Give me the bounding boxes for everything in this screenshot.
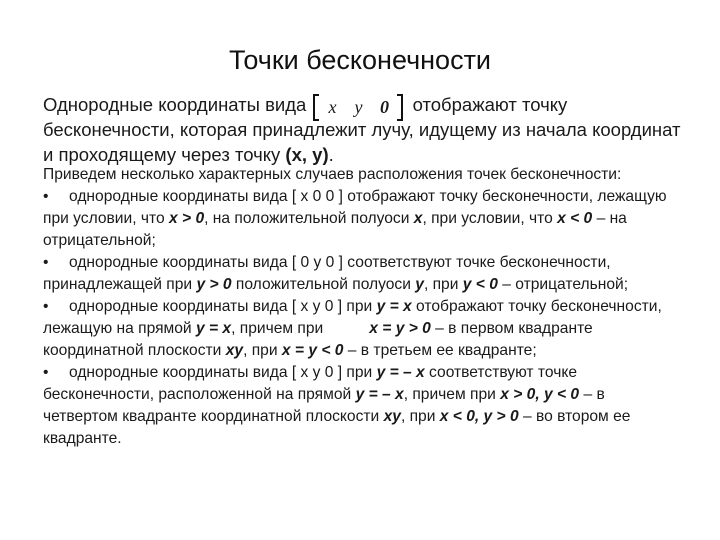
- intro-text-1: Однородные координаты вида: [43, 94, 307, 115]
- b4-cond-1: y = – x: [376, 364, 425, 381]
- homogeneous-matrix: [313, 97, 403, 117]
- intro-paragraph: [43, 92, 683, 167]
- b4-var-1: xy: [383, 408, 401, 425]
- b4-text-2: соответствуют точке бесконечности, расположенной на прямой: [43, 364, 577, 403]
- b2-text-3: , при: [423, 276, 463, 293]
- b3-text-6: – в третьем ее квадранте;: [343, 342, 537, 359]
- b4-cond-3: x > 0, y < 0: [500, 386, 580, 403]
- b3-var-1: xy: [225, 342, 244, 359]
- b4-text-5: , при: [400, 408, 440, 425]
- b3-text-3: , причем при: [231, 320, 324, 337]
- b3-cond-1: y = x: [376, 298, 412, 315]
- b4-cond-2: y = – x: [355, 386, 404, 403]
- b3-cond-2: y = x: [195, 320, 232, 337]
- intro-text-2: отображают точку бесконечности, которая принадлежит лучу, идущему из начала координат и проходящему через точку: [43, 94, 681, 165]
- b3-text-1: однородные координаты вида [ x y 0 ] при: [69, 298, 377, 315]
- b2-cond-2: y < 0: [462, 276, 498, 293]
- bullet-item-1: [43, 186, 683, 252]
- b1-text-3: , при условии, что: [422, 210, 558, 227]
- b1-cond-1: x > 0: [169, 210, 205, 227]
- b2-text-1: однородные координаты вида [ 0 y 0 ] соответствуют точке бесконечности, принадлежащей при: [43, 254, 611, 293]
- bullet-marker: •: [43, 254, 49, 271]
- b2-text-2: положительной полуоси: [231, 276, 416, 293]
- b3-text-4: – в первом квадранте координатной плоскости: [43, 320, 593, 359]
- b2-text-4: – отрицательной;: [497, 276, 629, 293]
- bullet-item-2: [43, 252, 683, 296]
- intro-point: (x, y): [285, 144, 329, 165]
- b1-text-1: однородные координаты вида [ x 0 0 ] отображают точку бесконечности, лежащую при условии, что: [43, 188, 667, 227]
- bullet-marker: •: [43, 364, 49, 381]
- matrix-zero: 0: [379, 97, 389, 117]
- slide-title: Точки бесконечности: [228, 45, 492, 75]
- b2-cond-1: y > 0: [196, 276, 232, 293]
- b4-text-1: однородные координаты вида [ x y 0 ] при: [69, 364, 377, 381]
- b4-text-3: , причем при: [403, 386, 501, 403]
- bullet-item-4: [43, 362, 683, 450]
- b1-text-2: , на положительной полуоси: [204, 210, 414, 227]
- bullet-marker: •: [43, 188, 49, 205]
- b4-cond-4: x < 0, y > 0: [439, 408, 519, 425]
- matrix-x: x: [328, 97, 337, 117]
- b4-text-6: – во втором ее квадранте.: [43, 408, 631, 447]
- b3-cond-4: x = y < 0: [281, 342, 344, 359]
- b1-text-4: – на отрицательной;: [43, 210, 627, 249]
- b2-var-1: y: [415, 276, 424, 293]
- bullet-marker: •: [43, 298, 49, 315]
- lead-paragraph: Приведем несколько характерных случаев расположения точек бесконечности:: [43, 166, 622, 183]
- b3-text-5: , при: [243, 342, 282, 359]
- body-text: [43, 164, 683, 450]
- intro-text-3: .: [328, 144, 334, 165]
- matrix-y: y: [354, 97, 363, 117]
- bullet-item-3: [43, 296, 683, 362]
- b4-text-4: – в четвертом квадранте координатной плоскости: [43, 386, 605, 425]
- b3-cond-3: x = y > 0: [369, 320, 431, 337]
- b1-cond-2: x < 0: [557, 210, 593, 227]
- b3-text-2: отображают точку бесконечности, лежащую на прямой: [43, 298, 662, 337]
- b1-var-1: x: [413, 210, 423, 227]
